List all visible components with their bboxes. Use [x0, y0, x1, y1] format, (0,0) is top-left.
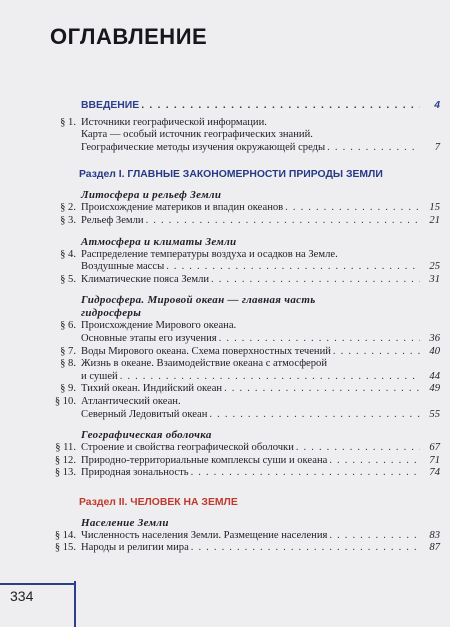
entry-title: Тихий океан. Индийский океан: [81, 383, 223, 395]
entry-title: Строение и свойства географической оболочки: [81, 442, 294, 454]
entry-title: Атлантический океан.: [81, 395, 181, 407]
table-of-contents: [46, 100, 444, 555]
paragraph-number: § 2.: [60, 202, 76, 214]
leader-dots: [219, 333, 420, 346]
leader-dots: [191, 467, 420, 480]
entry-title: Северный Ледовитый океан: [81, 408, 208, 420]
toc-entry-p3[interactable]: [46, 215, 444, 228]
paragraph-number: § 12.: [54, 454, 76, 466]
paragraph-number: § 4.: [60, 248, 76, 260]
paragraph-number: § 7.: [60, 345, 76, 357]
paragraph-number: § 5.: [60, 273, 76, 285]
toc-entry-p1[interactable]: [46, 117, 444, 130]
toc-entry-p1-cont: [46, 129, 444, 142]
page-ref: 25: [429, 261, 440, 273]
toc-entry-p9[interactable]: [46, 383, 444, 396]
toc-entry-p12[interactable]: [46, 455, 444, 468]
topic-heading-lithosphere: Литосфера и рельеф Земли: [81, 189, 222, 202]
entry-title: Природная зональность: [81, 467, 189, 479]
page-ref: 4: [434, 100, 440, 111]
entry-title: Природно-территориальные комплексы суши и океана: [81, 454, 328, 466]
leader-dots: [191, 542, 420, 555]
entry-title: Географические методы изучения окружающей среды: [81, 141, 326, 153]
entry-title: Численность населения Земли. Размещение населения: [81, 529, 328, 541]
entry-title: Происхождение материков и впадин океанов: [81, 202, 284, 214]
leader-dots: [224, 383, 420, 396]
page-ref: 49: [429, 383, 440, 395]
entry-title: Карта — особый источник географических знаний.: [81, 129, 313, 141]
page-ref: 71: [429, 454, 440, 466]
page-ref: 7: [434, 141, 440, 153]
paragraph-number: § 15.: [54, 542, 76, 554]
entry-title: Распределение температуры воздуха и осадков на Земле.: [81, 248, 338, 260]
topic-heading-population: Население Земли: [81, 516, 169, 529]
paragraph-number: § 8.: [60, 358, 76, 370]
topic-heading-hydrosphere: [46, 294, 444, 320]
paragraph-number: § 9.: [60, 383, 76, 395]
page-ref: 67: [429, 442, 440, 454]
leader-dots: [146, 215, 420, 228]
page-title: ОГЛАВЛЕНИЕ: [50, 24, 208, 49]
toc-entry-p4-cont: [46, 261, 444, 274]
page-ref: 55: [429, 408, 440, 420]
toc-entry-p6[interactable]: [46, 320, 444, 333]
entry-title: Жизнь в океане. Взаимодействие океана с атмосферой: [81, 358, 328, 370]
toc-entry-p4[interactable]: [46, 249, 444, 262]
entry-title: Происхождение Мирового океана.: [81, 320, 237, 332]
paragraph-number: § 1.: [60, 116, 76, 128]
section-heading-2: Раздел II. ЧЕЛОВЕК НА ЗЕМЛЕ: [79, 496, 238, 508]
paragraph-number: § 10.: [54, 395, 76, 407]
toc-entry-p14[interactable]: [46, 530, 444, 543]
toc-entry-p8-cont: [46, 371, 444, 384]
toc-entry-p7[interactable]: [46, 346, 444, 359]
toc-entry-p1-cont2: [46, 142, 444, 155]
leader-dots: [296, 442, 420, 455]
toc-entry-p6-cont: [46, 333, 444, 346]
topic-heading-geographic-envelope: Географическая оболочка: [81, 429, 212, 442]
topic-line: Гидросфера. Мировой океан — главная часть: [81, 294, 316, 307]
entry-title: Основные этапы его изучения: [81, 332, 217, 344]
page-ref: 74: [429, 467, 440, 479]
toc-entry-p13[interactable]: [46, 467, 444, 480]
paragraph-number: § 6.: [60, 320, 76, 332]
page-ref: 21: [429, 214, 440, 226]
leader-dots: [333, 346, 420, 359]
leader-dots: [120, 371, 420, 384]
entry-title: Климатические пояса Земли: [81, 273, 210, 285]
toc-entry-p2[interactable]: [46, 202, 444, 215]
toc-entry-p10-cont: [46, 409, 444, 422]
page-ref: 31: [429, 273, 440, 285]
entry-title: и сушей: [81, 370, 118, 382]
entry-title: Рельеф Земли: [81, 214, 144, 226]
entry-title: Воды Мирового океана. Схема поверхностных течений: [81, 345, 331, 357]
page-ref: 36: [429, 332, 440, 344]
toc-entry-intro[interactable]: [46, 100, 444, 113]
paragraph-number: § 11.: [55, 442, 76, 454]
page-number: 334: [10, 588, 34, 604]
page-ref: 44: [429, 370, 440, 382]
paragraph-number: § 3.: [60, 214, 76, 226]
leader-dots: [166, 261, 420, 274]
toc-entry-p10[interactable]: [46, 396, 444, 409]
leader-dots: [285, 202, 420, 215]
topic-heading-atmosphere: Атмосфера и климаты Земли: [81, 235, 237, 248]
leader-dots: [329, 455, 420, 468]
leader-dots: [329, 530, 420, 543]
entry-title: Воздушные массы: [81, 261, 165, 273]
leader-dots: [209, 409, 420, 422]
topic-line: гидросферы: [81, 307, 142, 320]
leader-dots: [211, 274, 420, 287]
page-ref: 87: [429, 542, 440, 554]
entry-title: Народы и религии мира: [81, 542, 189, 554]
entry-title: Источники географической информации.: [81, 116, 267, 128]
leader-dots: [327, 142, 420, 155]
paragraph-number: § 14.: [54, 529, 76, 541]
intro-label: ВВЕДЕНИЕ: [81, 100, 140, 111]
page-ref: 83: [429, 529, 440, 541]
toc-entry-p15[interactable]: [46, 542, 444, 555]
page-ref: 15: [429, 202, 440, 214]
page-ref: 40: [429, 345, 440, 357]
toc-entry-p5[interactable]: [46, 274, 444, 287]
paragraph-number: § 13.: [54, 467, 76, 479]
leader-dots: [141, 100, 420, 113]
toc-entry-p11[interactable]: [46, 442, 444, 455]
section-heading-1: Раздел I. ГЛАВНЫЕ ЗАКОНОМЕРНОСТИ ПРИРОДЫ ЗЕМЛИ: [79, 169, 383, 181]
toc-entry-p8[interactable]: [46, 358, 444, 371]
